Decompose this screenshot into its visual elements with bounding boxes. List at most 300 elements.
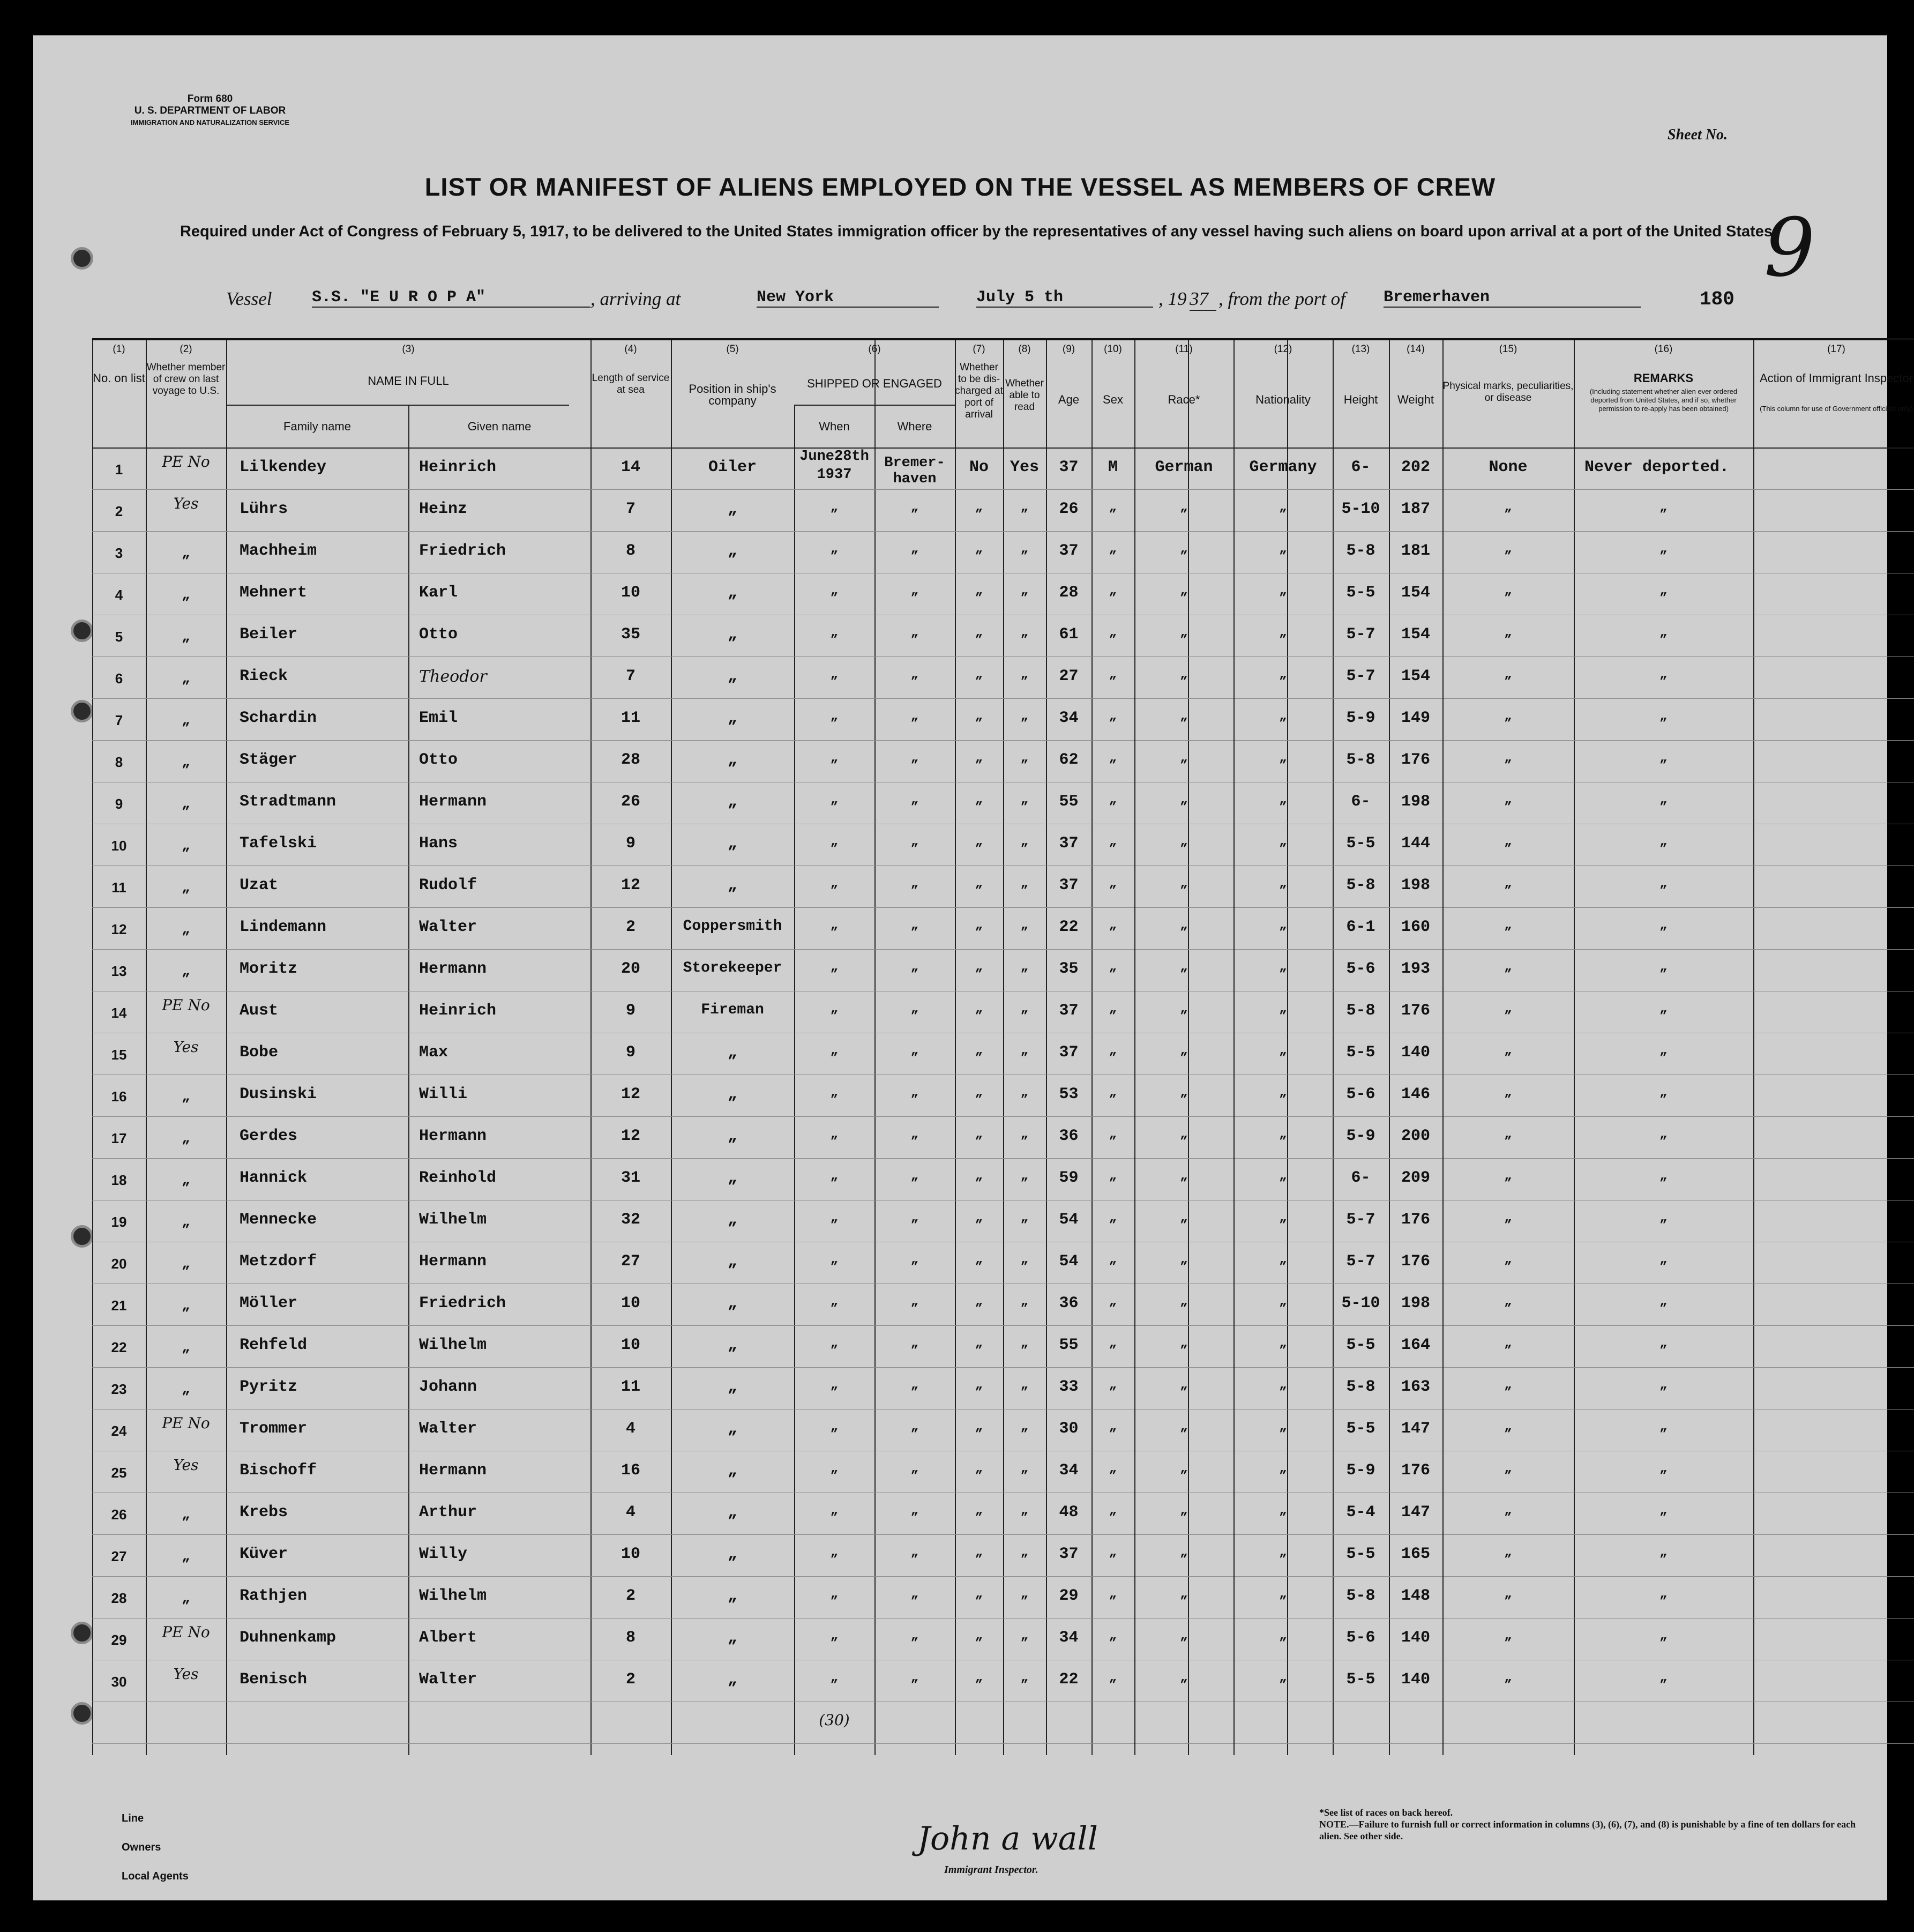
physical-marks: None xyxy=(1489,458,1528,476)
weight: 163 xyxy=(1401,1378,1430,1396)
ditto-mark: „ xyxy=(975,709,983,723)
ditto-mark: „ xyxy=(1279,1294,1287,1309)
department: U. S. DEPARTMENT OF LABOR xyxy=(134,105,286,116)
age: 54 xyxy=(1059,1252,1079,1271)
vessel-row xyxy=(33,288,1887,320)
ditto-mark: „ xyxy=(975,1503,983,1518)
age: 34 xyxy=(1059,1629,1079,1647)
ditto-mark: „ xyxy=(975,542,983,556)
shipped-where-line2: haven xyxy=(893,471,937,487)
service-length: 12 xyxy=(620,1127,640,1145)
header-physical-marks: Physical marks, peculiarities, or disease xyxy=(1442,381,1574,404)
height: 6- xyxy=(1351,1169,1371,1187)
service-length: 10 xyxy=(620,1545,640,1563)
ditto-mark: „ xyxy=(1279,1420,1287,1434)
service-length: 2 xyxy=(625,1587,635,1605)
ditto-mark: „ xyxy=(1659,1043,1668,1058)
ditto-mark: „ xyxy=(1180,1043,1188,1058)
ditto-mark: „ xyxy=(182,838,190,854)
ditto-mark: „ xyxy=(830,1503,839,1518)
weight: 176 xyxy=(1401,751,1430,769)
ditto-mark: „ xyxy=(1659,1503,1668,1518)
ditto-mark: „ xyxy=(910,667,919,682)
page-subtitle: Required under Act of Congress of February 5, 1917, to be delivered to the United States immigration officer by the representatives of any vessel having such aliens on board upon arrival at a port of the United States xyxy=(180,223,1773,240)
ditto-mark: „ xyxy=(1109,1670,1117,1685)
last-voyage-mark: PE No xyxy=(162,1623,210,1641)
ditto-mark: „ xyxy=(910,960,919,974)
family-name: Lührs xyxy=(240,500,288,518)
column-number: (17) xyxy=(1827,344,1845,355)
weight: 160 xyxy=(1401,918,1430,936)
column-number: (6) xyxy=(868,344,881,355)
column-number: (9) xyxy=(1062,344,1075,355)
weight: 198 xyxy=(1401,1294,1430,1312)
shipped-subheader-rule xyxy=(794,405,955,406)
ditto-mark: „ xyxy=(1504,1169,1512,1183)
header-last-voyage: Whether member of crew on last voyage to U.S. xyxy=(146,362,226,397)
ditto-mark: „ xyxy=(1504,1503,1512,1518)
service-length: 8 xyxy=(625,1629,635,1647)
service-length: 20 xyxy=(620,960,640,978)
ditto-mark: „ xyxy=(830,584,839,598)
ditto-mark: „ xyxy=(1504,500,1512,514)
ditto-mark: „ xyxy=(1109,1503,1117,1518)
service-length: 9 xyxy=(625,1002,635,1020)
ditto-mark: „ xyxy=(1659,667,1668,682)
service-length: 10 xyxy=(620,584,640,602)
ditto-mark: „ xyxy=(975,1127,983,1142)
sex: M xyxy=(1108,458,1118,476)
ditto-mark: „ xyxy=(1020,960,1029,974)
ditto-mark: „ xyxy=(1279,1085,1287,1100)
row-number: 30 xyxy=(111,1674,127,1690)
weight: 176 xyxy=(1401,1211,1430,1229)
row-number: 2 xyxy=(115,503,123,519)
ditto-mark: „ xyxy=(1109,751,1117,765)
service-length: 8 xyxy=(625,542,635,560)
ditto-mark: „ xyxy=(727,1336,737,1354)
ditto-mark: „ xyxy=(910,834,919,849)
penalty-note: NOTE.—Failure to furnish full or correct information in columns (3), (6), (7), and (8) is punishable by a fine of ten dollars for each alien. See other side. xyxy=(1319,1819,1856,1841)
service-length: 4 xyxy=(625,1420,635,1438)
races-note: *See list of races on back hereof. xyxy=(1319,1807,1453,1818)
ditto-mark: „ xyxy=(1504,584,1512,598)
family-name: Trommer xyxy=(240,1420,308,1438)
weight: 147 xyxy=(1401,1420,1430,1438)
family-name: Machheim xyxy=(240,542,317,560)
age: 37 xyxy=(1059,876,1079,894)
header-age: Age xyxy=(1058,393,1080,406)
ditto-mark: „ xyxy=(1180,667,1188,682)
ditto-mark: „ xyxy=(975,751,983,765)
ditto-mark: „ xyxy=(830,1294,839,1309)
weight: 176 xyxy=(1401,1461,1430,1480)
row-number: 13 xyxy=(111,963,127,979)
row-number: 14 xyxy=(111,1005,127,1021)
ditto-mark: „ xyxy=(1020,1461,1029,1476)
given-name: Hermann xyxy=(419,1127,487,1145)
ditto-mark: „ xyxy=(975,1169,983,1183)
header-height: Height xyxy=(1343,393,1378,406)
ditto-mark: „ xyxy=(1109,918,1117,933)
age: 37 xyxy=(1059,1002,1079,1020)
service-length: 27 xyxy=(620,1252,640,1271)
ditto-mark: „ xyxy=(1279,1670,1287,1685)
given-name: Walter xyxy=(419,1670,477,1689)
ditto-mark: „ xyxy=(1279,918,1287,933)
service-length: 10 xyxy=(620,1336,640,1354)
family-name: Stäger xyxy=(240,751,298,769)
ditto-mark: „ xyxy=(1180,584,1188,598)
given-name: Heinrich xyxy=(419,1002,497,1020)
height: 5-9 xyxy=(1346,1127,1375,1145)
ditto-mark: „ xyxy=(1659,1587,1668,1601)
ditto-mark: „ xyxy=(1279,1043,1287,1058)
ditto-mark: „ xyxy=(1659,584,1668,598)
ditto-mark: „ xyxy=(830,1629,839,1643)
ditto-mark: „ xyxy=(1020,1587,1029,1601)
binder-hole xyxy=(71,620,93,642)
ditto-mark: „ xyxy=(1504,876,1512,891)
footer-labels xyxy=(122,1804,189,1891)
ditto-mark: „ xyxy=(1020,793,1029,807)
ditto-mark: „ xyxy=(1020,1629,1029,1643)
weight: 198 xyxy=(1401,876,1430,894)
ditto-mark: „ xyxy=(1279,1169,1287,1183)
ditto-mark: „ xyxy=(1659,1252,1668,1267)
ditto-mark: „ xyxy=(910,709,919,723)
height: 5-9 xyxy=(1346,709,1375,727)
age: 35 xyxy=(1059,960,1079,978)
ditto-mark: „ xyxy=(1504,625,1512,640)
weight: 147 xyxy=(1401,1503,1430,1521)
ditto-mark: „ xyxy=(1020,1085,1029,1100)
row-number: 28 xyxy=(111,1590,127,1606)
age: 22 xyxy=(1059,1670,1079,1689)
ditto-mark: „ xyxy=(1504,793,1512,807)
row-number: 12 xyxy=(111,921,127,937)
service-length: 7 xyxy=(625,667,635,685)
ditto-mark: „ xyxy=(1180,1336,1188,1351)
header-sex: Sex xyxy=(1103,393,1123,406)
row-rule xyxy=(92,1743,1914,1744)
ditto-mark: „ xyxy=(910,625,919,640)
row-number: 25 xyxy=(111,1465,127,1481)
ditto-mark: „ xyxy=(1180,500,1188,514)
height: 5-8 xyxy=(1346,751,1375,769)
ditto-mark: „ xyxy=(830,1336,839,1351)
ditto-mark: „ xyxy=(1109,1336,1117,1351)
weight: 202 xyxy=(1401,458,1430,476)
ditto-mark: „ xyxy=(727,667,737,685)
ditto-mark: „ xyxy=(1504,918,1512,933)
ditto-mark: „ xyxy=(182,1297,190,1314)
ditto-mark: „ xyxy=(975,584,983,598)
column-number: (10) xyxy=(1104,344,1122,355)
given-name: Heinz xyxy=(419,500,468,518)
ditto-mark: „ xyxy=(1020,1127,1029,1142)
sheet-number-label: Sheet No. xyxy=(1668,126,1728,143)
family-name: Mehnert xyxy=(240,584,308,602)
row-number: 29 xyxy=(111,1632,127,1648)
header-where: Where xyxy=(897,420,932,433)
ditto-mark: „ xyxy=(1020,751,1029,765)
family-name: Rieck xyxy=(240,667,288,685)
row-number: 16 xyxy=(111,1088,127,1105)
row-number: 15 xyxy=(111,1047,127,1063)
ditto-mark: „ xyxy=(1504,1002,1512,1016)
given-name: Willi xyxy=(419,1085,468,1103)
ditto-mark: „ xyxy=(1659,1461,1668,1476)
row-number: 20 xyxy=(111,1256,127,1272)
ditto-mark: „ xyxy=(1020,834,1029,849)
shipped-when-year: 1937 xyxy=(817,467,852,483)
height: 5-7 xyxy=(1346,625,1375,644)
ditto-mark: „ xyxy=(910,918,919,933)
given-name: Willy xyxy=(419,1545,468,1563)
row-number: 18 xyxy=(111,1172,127,1188)
ditto-mark: „ xyxy=(830,1461,839,1476)
family-name: Uzat xyxy=(240,876,279,894)
manifest-sheet xyxy=(33,35,1913,1900)
height: 5-7 xyxy=(1346,1211,1375,1229)
ditto-mark: „ xyxy=(1659,1545,1668,1560)
family-name: Metzdorf xyxy=(240,1252,317,1271)
ditto-mark: „ xyxy=(182,587,190,603)
row-number: 4 xyxy=(115,587,123,603)
binder-hole xyxy=(71,1702,93,1725)
ditto-mark: „ xyxy=(182,1088,190,1105)
ditto-mark: „ xyxy=(975,1378,983,1392)
ditto-mark: „ xyxy=(182,1256,190,1272)
ditto-mark: „ xyxy=(1109,625,1117,640)
ditto-mark: „ xyxy=(182,629,190,645)
given-name: Otto xyxy=(419,751,458,769)
ditto-mark: „ xyxy=(182,1381,190,1397)
arrival-date: July 5 th xyxy=(976,288,1153,308)
header-action: Action of Immigrant Inspector xyxy=(1759,371,1913,385)
ditto-mark: „ xyxy=(1109,1252,1117,1267)
ditto-mark: „ xyxy=(830,1670,839,1685)
ditto-mark: „ xyxy=(975,960,983,974)
ditto-mark: „ xyxy=(1659,1169,1668,1183)
ditto-mark: „ xyxy=(1020,1545,1029,1560)
header-given-name: Given name xyxy=(467,420,532,433)
ditto-mark: „ xyxy=(1504,960,1512,974)
service-length: 11 xyxy=(620,1378,640,1396)
given-name: Rudolf xyxy=(419,876,477,894)
ditto-mark: „ xyxy=(182,545,190,561)
weight: 154 xyxy=(1401,584,1430,602)
ditto-mark: „ xyxy=(1279,1461,1287,1476)
ditto-mark: „ xyxy=(1109,1043,1117,1058)
given-name: Max xyxy=(419,1043,448,1062)
ditto-mark: „ xyxy=(1279,667,1287,682)
given-name: Reinhold xyxy=(419,1169,497,1187)
arriving-port: New York xyxy=(757,288,939,308)
height: 5-4 xyxy=(1346,1503,1375,1521)
weight: 193 xyxy=(1401,960,1430,978)
ditto-mark: „ xyxy=(1504,1085,1512,1100)
ditto-mark: „ xyxy=(830,1043,839,1058)
given-name: Hans xyxy=(419,834,458,853)
header-nationality: Nationality xyxy=(1255,393,1311,406)
family-name: Moritz xyxy=(240,960,298,978)
family-name: Benisch xyxy=(240,1670,308,1689)
ditto-mark: „ xyxy=(910,751,919,765)
ditto-mark: „ xyxy=(1109,542,1117,556)
ditto-mark: „ xyxy=(1180,793,1188,807)
service-length: 32 xyxy=(620,1211,640,1229)
service: IMMIGRATION AND NATURALIZATION SERVICE xyxy=(130,118,290,126)
ditto-mark: „ xyxy=(910,1252,919,1267)
ditto-mark: „ xyxy=(1504,1127,1512,1142)
last-voyage-mark: Yes xyxy=(173,1456,199,1474)
ditto-mark: „ xyxy=(1109,1002,1117,1016)
service-length: 26 xyxy=(620,793,640,811)
list-number: 180 xyxy=(1700,288,1734,310)
column-rule xyxy=(1753,340,1754,1755)
weight: 176 xyxy=(1401,1002,1430,1020)
form-number: Form 680 xyxy=(187,93,233,105)
ditto-mark: „ xyxy=(727,1461,737,1480)
ditto-mark: „ xyxy=(1279,876,1287,891)
ditto-mark: „ xyxy=(727,1252,737,1271)
age: 62 xyxy=(1059,751,1079,769)
ditto-mark: „ xyxy=(1109,1169,1117,1183)
ditto-mark: „ xyxy=(727,500,737,518)
ditto-mark: „ xyxy=(1109,1085,1117,1100)
ditto-mark: „ xyxy=(1279,1629,1287,1643)
column-number: (14) xyxy=(1407,344,1425,355)
ditto-mark: „ xyxy=(1109,1420,1117,1434)
column-number: (2) xyxy=(180,344,192,355)
ditto-mark: „ xyxy=(1020,667,1029,682)
ditto-mark: „ xyxy=(1504,1545,1512,1560)
ditto-mark: „ xyxy=(1659,709,1668,723)
ditto-mark: „ xyxy=(727,1545,737,1563)
height: 5-8 xyxy=(1346,876,1375,894)
ditto-mark: „ xyxy=(1109,876,1117,891)
ditto-mark: „ xyxy=(975,1629,983,1643)
ditto-mark: „ xyxy=(1659,625,1668,640)
height: 5-5 xyxy=(1346,584,1375,602)
ditto-mark: „ xyxy=(182,963,190,979)
ditto-mark: „ xyxy=(830,625,839,640)
age: 55 xyxy=(1059,793,1079,811)
ditto-mark: „ xyxy=(1180,1670,1188,1685)
ditto-mark: „ xyxy=(182,1339,190,1355)
ditto-mark: „ xyxy=(1020,1169,1029,1183)
last-voyage-mark: PE No xyxy=(162,453,210,471)
ditto-mark: „ xyxy=(1109,1461,1117,1476)
header-when: When xyxy=(819,420,850,433)
given-name: Hermann xyxy=(419,1461,487,1480)
ditto-mark: „ xyxy=(1180,1085,1188,1100)
position: Fireman xyxy=(701,1002,764,1018)
position: Coppersmith xyxy=(683,918,782,935)
ditto-mark: „ xyxy=(727,793,737,811)
ditto-mark: „ xyxy=(727,1043,737,1062)
arriving-label: , arriving at xyxy=(590,288,681,309)
ditto-mark: „ xyxy=(1279,1545,1287,1560)
header-remarks: REMARKS xyxy=(1633,371,1694,385)
ditto-mark: „ xyxy=(1659,1211,1668,1225)
ditto-mark: „ xyxy=(1279,751,1287,765)
last-voyage-mark: Yes xyxy=(173,1665,199,1683)
weight: 140 xyxy=(1401,1629,1430,1647)
ditto-mark: „ xyxy=(1504,1670,1512,1685)
ditto-mark: „ xyxy=(910,1670,919,1685)
ditto-mark: „ xyxy=(727,751,737,769)
ditto-mark: „ xyxy=(1109,1629,1117,1643)
ditto-mark: „ xyxy=(1109,1378,1117,1392)
row-number: 26 xyxy=(111,1506,127,1523)
ditto-mark: „ xyxy=(830,1545,839,1560)
ditto-mark: „ xyxy=(830,751,839,765)
ditto-mark: „ xyxy=(1020,918,1029,933)
footer-notes xyxy=(1319,1807,1866,1842)
ditto-mark: „ xyxy=(975,500,983,514)
ditto-mark: „ xyxy=(1180,1378,1188,1392)
family-name: Pyritz xyxy=(240,1378,298,1396)
ditto-mark: „ xyxy=(1109,500,1117,514)
ditto-mark: „ xyxy=(1504,542,1512,556)
ditto-mark: „ xyxy=(975,625,983,640)
ditto-mark: „ xyxy=(1020,1670,1029,1685)
age: 53 xyxy=(1059,1085,1079,1103)
ditto-mark: „ xyxy=(1659,1294,1668,1309)
ditto-mark: „ xyxy=(1180,876,1188,891)
header-able-to-read: Whether able to read xyxy=(1005,378,1044,413)
service-length: 14 xyxy=(620,458,640,476)
ditto-mark: „ xyxy=(830,1169,839,1183)
ditto-mark: „ xyxy=(727,1211,737,1229)
given-name: Albert xyxy=(419,1629,477,1647)
ditto-mark: „ xyxy=(1279,542,1287,556)
row-rule xyxy=(92,698,1914,699)
family-name: Möller xyxy=(240,1294,298,1312)
family-name: Beiler xyxy=(240,625,298,644)
ditto-mark: „ xyxy=(1020,542,1029,556)
row-number: 11 xyxy=(111,879,126,896)
row-number: 5 xyxy=(115,629,123,645)
family-name: Rathjen xyxy=(240,1587,308,1605)
ditto-mark: „ xyxy=(1020,876,1029,891)
ditto-mark: „ xyxy=(910,1545,919,1560)
ditto-mark: „ xyxy=(830,876,839,891)
given-name: Wilhelm xyxy=(419,1336,487,1354)
form-header xyxy=(98,93,323,129)
age: 61 xyxy=(1059,625,1079,644)
age: 36 xyxy=(1059,1294,1079,1312)
ditto-mark: „ xyxy=(1279,625,1287,640)
ditto-mark: „ xyxy=(1504,667,1512,682)
service-length: 11 xyxy=(620,709,640,727)
ditto-mark: „ xyxy=(1109,793,1117,807)
row-rule xyxy=(92,1576,1914,1577)
height: 5-10 xyxy=(1341,500,1380,518)
header-race: Race* xyxy=(1168,393,1200,406)
given-name: Karl xyxy=(419,584,458,602)
ditto-mark: „ xyxy=(1504,1043,1512,1058)
given-name: Friedrich xyxy=(419,542,506,560)
ditto-mark: „ xyxy=(1180,1294,1188,1309)
ditto-mark: „ xyxy=(1109,834,1117,849)
family-name: Krebs xyxy=(240,1503,288,1521)
ditto-mark: „ xyxy=(1180,1002,1188,1016)
vessel-name: S.S. "E U R O P A" xyxy=(312,288,590,308)
